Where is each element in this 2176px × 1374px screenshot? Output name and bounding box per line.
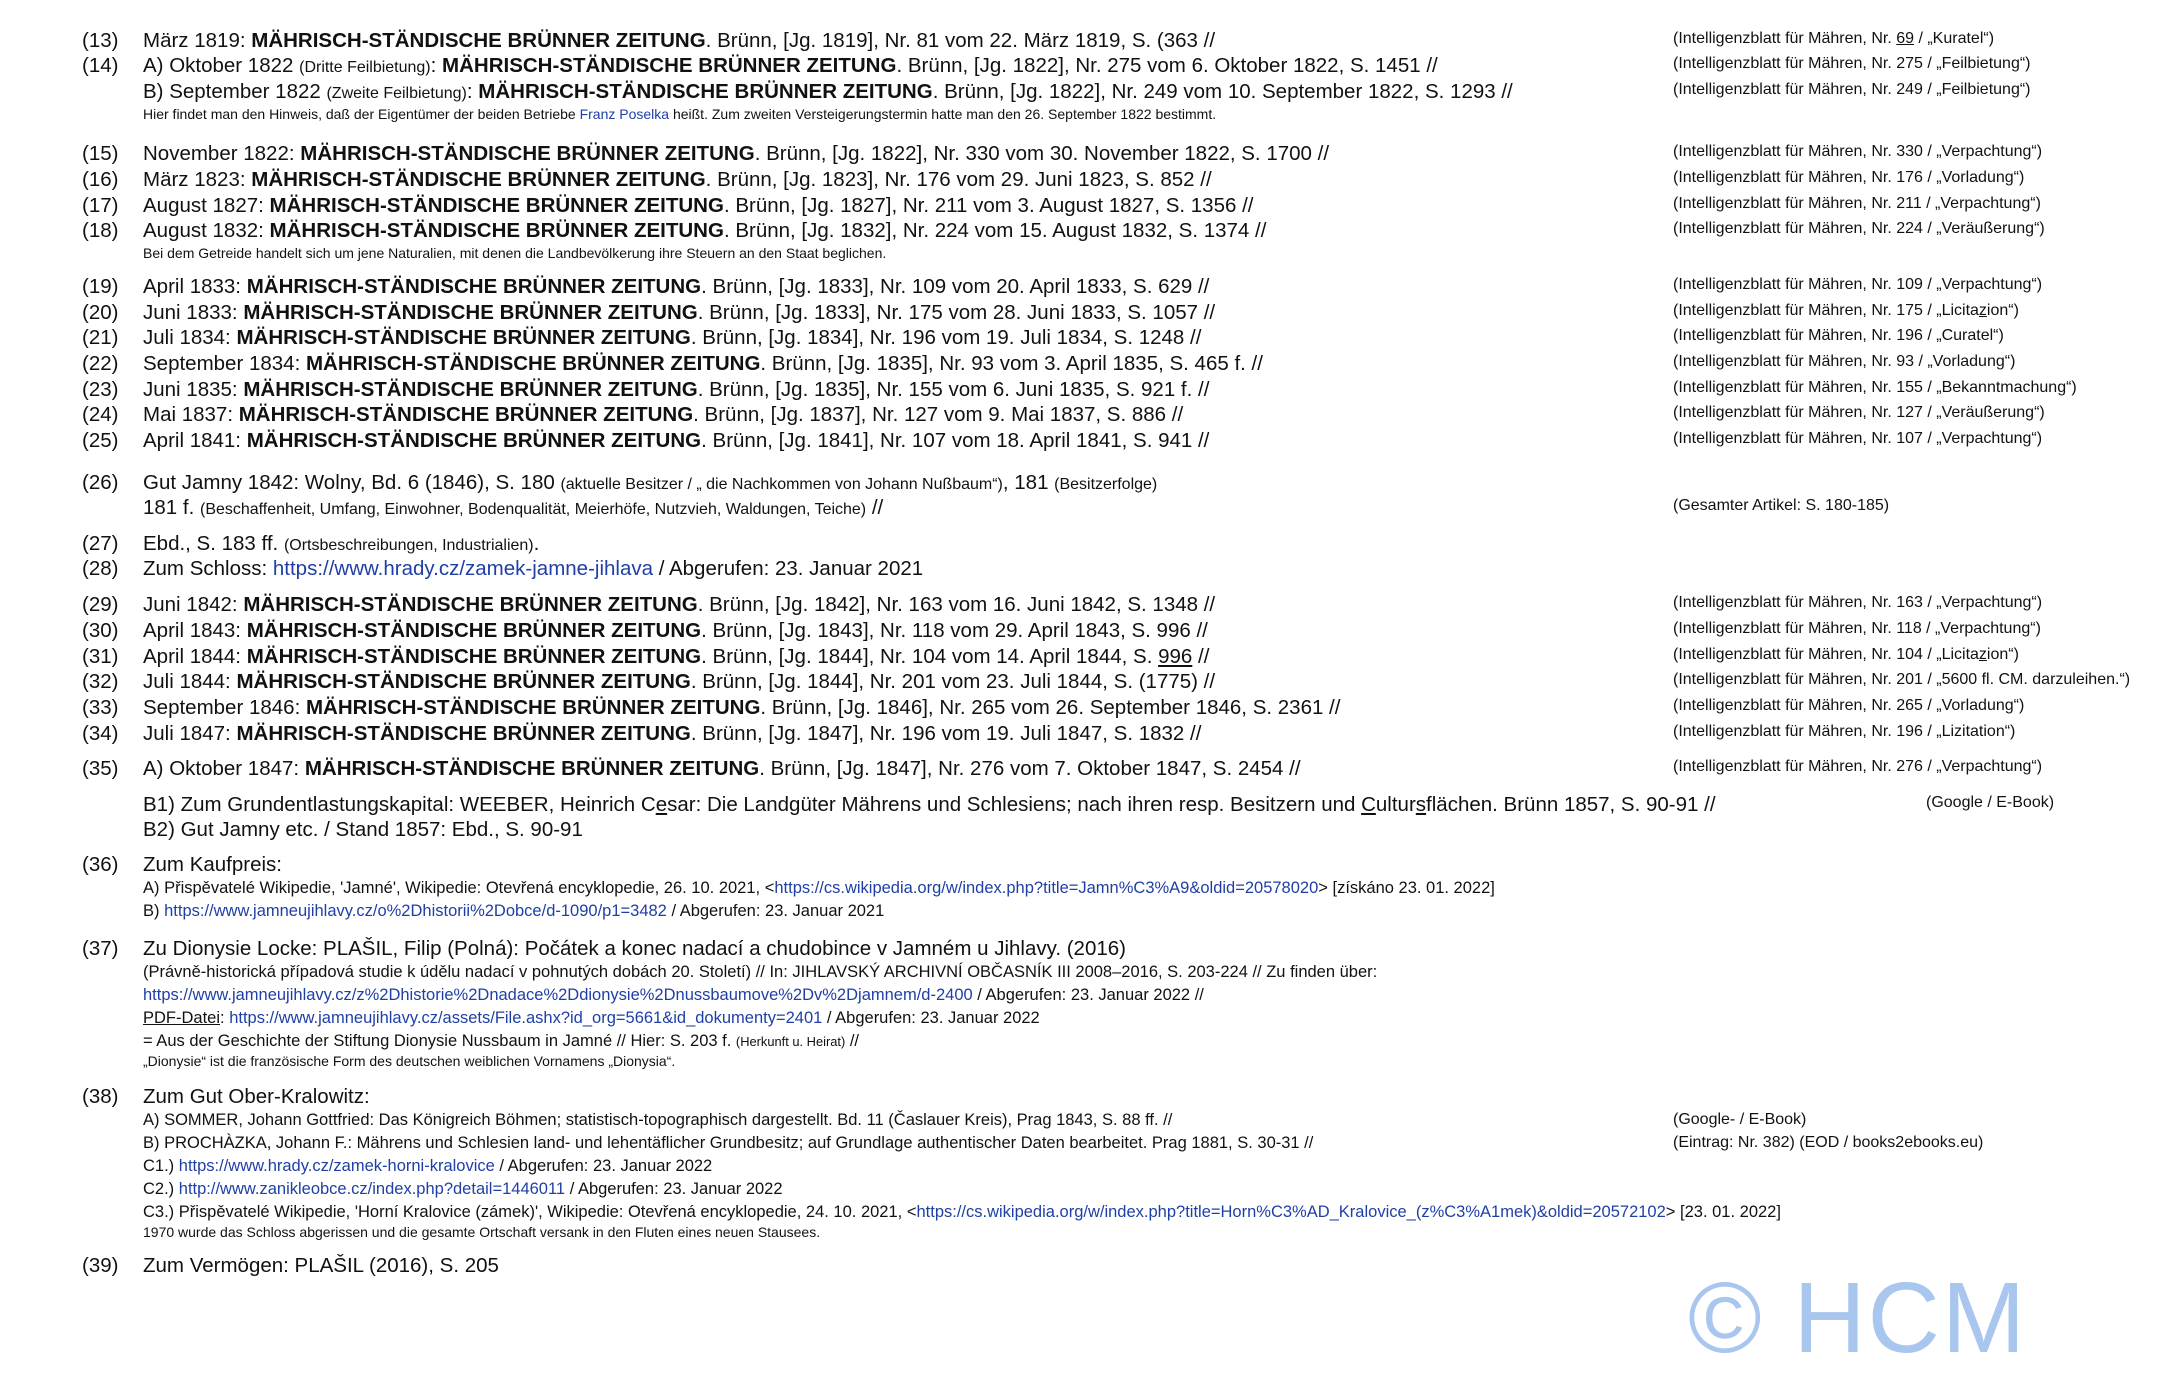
text-segment: ion“) <box>1986 302 2019 319</box>
note-text: (Besitzerfolge) <box>1054 476 1158 493</box>
newspaper-title: MÄHRISCH-STÄNDISCHE BRÜNNER ZEITUNG <box>269 194 724 217</box>
source-note <box>1673 170 2024 186</box>
footnote-number: (27) <box>82 532 119 555</box>
text-segment: sar: Die Landgüter Mährens und Schlesiens; nach ihren resp. Besitzern und <box>667 793 1362 816</box>
footnote-number: (17) <box>82 194 119 217</box>
text-segment: B1) Zum Grundentlastungskapital: WEEBER, Heinrich C <box>143 793 656 816</box>
footnote-text <box>143 431 1209 452</box>
note-text: (Zweite Feilbietung) <box>326 85 467 102</box>
source-note <box>1673 380 2077 396</box>
footnote-text <box>143 303 1215 324</box>
source-note <box>1673 498 1889 514</box>
text-segment: (Intelligenzblatt für Mähren, Nr. 249 / „Feilbietung“) <box>1673 81 2031 98</box>
text-segment: (Intelligenzblatt für Mähren, Nr. 224 / „Veräußerung“) <box>1673 220 2045 237</box>
text-segment: Ebd., S. 183 ff. <box>143 532 284 555</box>
newspaper-title: MÄHRISCH-STÄNDISCHE BRÜNNER ZEITUNG <box>300 142 755 165</box>
text-segment: . Brünn, [Jg. 1847], Nr. 276 vom 7. Oktober 1847, S. 2454 // <box>759 757 1301 780</box>
text-segment: Juni 1842: <box>143 593 244 616</box>
footnote-text <box>143 144 1329 165</box>
text-segment: heißt. Zum zweiten Versteigerungstermin hatte man den 26. September 1822 bestimmt. <box>669 106 1217 122</box>
text-segment: (Intelligenzblatt für Mähren, Nr. 109 / „Verpachtung“) <box>1673 276 2043 293</box>
footnote-text <box>143 196 1253 217</box>
text-segment: 181 f. <box>143 496 200 519</box>
text-segment: April 1843: <box>143 619 247 642</box>
footnote-text <box>143 56 1438 77</box>
text-segment: 1970 wurde das Schloss abgerissen und die gesamte Ortschaft versank in den Fluten eines neuen Stausees. <box>143 1224 821 1240</box>
footnote-text <box>143 1112 1172 1129</box>
text-segment: Juli 1847: <box>143 722 237 745</box>
footnote-text <box>143 559 923 580</box>
text-segment: April 1833: <box>143 275 247 298</box>
text-segment: . Brünn, [Jg. 1846], Nr. 265 vom 26. September 1846, S. 2361 // <box>760 696 1341 719</box>
text-segment: (Intelligenzblatt für Mähren, Nr. 127 / „Veräußerung“) <box>1673 404 2045 421</box>
footnote-text <box>143 1054 675 1068</box>
newspaper-title: MÄHRISCH-STÄNDISCHE BRÜNNER ZEITUNG <box>236 722 691 745</box>
text-segment: . Brünn, [Jg. 1835], Nr. 93 vom 3. April 1835, S. 465 f. // <box>760 352 1263 375</box>
text-segment: Juni 1835: <box>143 378 244 401</box>
newspaper-title: MÄHRISCH-STÄNDISCHE BRÜNNER ZEITUNG <box>305 696 761 719</box>
footnote-number: (36) <box>82 853 119 876</box>
text-segment: Zum Vermögen: PLAŠIL (2016), S. 205 <box>143 1254 499 1277</box>
text-segment: November 1822: <box>143 142 301 165</box>
footnote-number: (16) <box>82 168 119 191</box>
reference-link[interactable]: https://www.jamneujihlavy.cz/z%2Dhistorie%2Dnadace%2Ddionysie%2Dnussbaumove%2Dv%2Djamnem/d-2400 <box>143 986 973 1004</box>
footnote-text <box>143 1204 1781 1221</box>
text-segment: (Intelligenzblatt für Mähren, Nr. 104 / „Licita <box>1673 646 1979 663</box>
footnote-text <box>143 405 1183 426</box>
source-note <box>1673 698 2024 714</box>
footnote-text <box>143 380 1209 401</box>
source-note <box>1673 303 2019 319</box>
text-segment: (Intelligenzblatt für Mähren, Nr. 265 / „Vorladung“) <box>1673 697 2025 714</box>
text-segment: / Abgerufen: 23. Januar 2021 <box>653 557 924 580</box>
footnote-text <box>143 1135 1313 1152</box>
text-segment: (Intelligenzblatt für Mähren, Nr. 155 / „Bekanntmachung“) <box>1673 379 2077 396</box>
newspaper-title: MÄHRISCH-STÄNDISCHE BRÜNNER ZEITUNG <box>236 670 691 693</box>
footnote-number: (19) <box>82 275 119 298</box>
text-segment: A) Oktober 1822 <box>143 54 300 77</box>
footnote-text <box>143 1010 1040 1027</box>
reference-link[interactable]: http://www.zanikleobce.cz/index.php?detail=1446011 <box>178 1180 566 1198</box>
footnote-number: (18) <box>82 219 119 242</box>
source-note <box>1673 647 2019 663</box>
footnote-text <box>143 1158 712 1175</box>
footnote-number: (20) <box>82 301 119 324</box>
reference-link[interactable]: https://www.hrady.cz/zamek-jamne-jihlava <box>272 557 654 580</box>
footnote-text <box>143 354 1263 375</box>
text-segment: . Brünn, [Jg. 1842], Nr. 163 vom 16. Juni 1842, S. 1348 // <box>697 593 1216 616</box>
text-segment: April 1841: <box>143 429 247 452</box>
text-segment: . Brünn, [Jg. 1823], Nr. 176 vom 29. Juni 1823, S. 852 // <box>705 168 1212 191</box>
newspaper-title: MÄHRISCH-STÄNDISCHE BRÜNNER ZEITUNG <box>478 80 933 103</box>
footnote-text <box>143 1225 820 1239</box>
text-segment: (Intelligenzblatt für Mähren, Nr. 107 / „Verpachtung“) <box>1673 430 2043 447</box>
text-segment: flächen. Brünn 1857, S. 90-91 // <box>1426 793 1716 816</box>
text-segment: . Brünn, [Jg. 1822], Nr. 330 vom 30. November 1822, S. 1700 // <box>754 142 1330 165</box>
text-segment: . Brünn, [Jg. 1847], Nr. 196 vom 19. Juli 1847, S. 1832 // <box>690 722 1202 745</box>
text-segment: // <box>866 496 884 519</box>
text-segment: September 1834: <box>143 352 306 375</box>
footnote-number: (39) <box>82 1254 119 1277</box>
text-segment: . Brünn, [Jg. 1841], Nr. 107 vom 18. April 1841, S. 941 // <box>701 429 1210 452</box>
newspaper-title: MÄHRISCH-STÄNDISCHE BRÜNNER ZEITUNG <box>269 219 724 242</box>
footnote-text <box>143 880 1495 897</box>
text-segment: (Intelligenzblatt für Mähren, Nr. 211 / „Verpachtung“) <box>1673 195 2041 212</box>
footnote-text <box>143 107 1216 121</box>
text-segment: . Brünn, [Jg. 1827], Nr. 211 vom 3. August 1827, S. 1356 // <box>723 194 1254 217</box>
text-segment: „Dionysie“ ist die französische Form des deutschen weiblichen Vornamens „Dionysia“. <box>143 1053 676 1069</box>
text-segment: . Brünn, [Jg. 1822], Nr. 249 vom 10. September 1822, S. 1293 // <box>932 80 1513 103</box>
text-segment: . Brünn, [Jg. 1822], Nr. 275 vom 6. Oktober 1822, S. 1451 // <box>896 54 1438 77</box>
footnote-number: (31) <box>82 645 119 668</box>
text-segment: B) PROCHÀZKA, Johann F.: Mährens und Schlesien land- und lehentäflicher Grundbesitz; auf Grundlage authentischer Daten bearbeitet. Prag 1881, S. 30-31 // <box>143 1134 1314 1152</box>
footnote-number: (28) <box>82 557 119 580</box>
underlined-text: PDF-Datei <box>143 1009 221 1027</box>
newspaper-title: MÄHRISCH-STÄNDISCHE BRÜNNER ZEITUNG <box>243 301 698 324</box>
text-segment: April 1844: <box>143 645 247 668</box>
text-segment: // <box>845 1032 860 1050</box>
footnote-text <box>143 621 1208 642</box>
newspaper-title: MÄHRISCH-STÄNDISCHE BRÜNNER ZEITUNG <box>251 29 706 52</box>
footnote-number: (13) <box>82 29 119 52</box>
text-segment: / Abgerufen: 23. Januar 2022 <box>565 1180 783 1198</box>
text-segment: // <box>1192 645 1210 668</box>
source-note <box>1673 56 2031 72</box>
footnote-number: (32) <box>82 670 119 693</box>
footnote-text <box>143 987 1204 1004</box>
footnote-text <box>143 170 1212 191</box>
text-segment: März 1819: <box>143 29 252 52</box>
footnote-number: (22) <box>82 352 119 375</box>
text-segment: . <box>533 532 540 555</box>
text-segment: Zum Kaufpreis: <box>143 853 282 876</box>
footnote-text <box>143 647 1209 668</box>
footnote-text <box>143 698 1340 719</box>
footnote-text <box>143 1256 499 1277</box>
text-segment: . Brünn, [Jg. 1834], Nr. 196 vom 19. Juli 1834, S. 1248 // <box>690 326 1202 349</box>
text-segment: Zum Gut Ober-Kralowitz: <box>143 1085 370 1108</box>
text-segment: (Intelligenzblatt für Mähren, Nr. 275 / „Feilbietung“) <box>1673 55 2031 72</box>
text-segment: März 1823: <box>143 168 252 191</box>
footnote-number: (24) <box>82 403 119 426</box>
text-segment: Hier findet man den Hinweis, daß der Eigentümer der beiden Betriebe <box>143 106 580 122</box>
footnote-text <box>143 724 1201 745</box>
newspaper-title: MÄHRISCH-STÄNDISCHE BRÜNNER ZEITUNG <box>238 403 694 426</box>
text-segment: (Intelligenzblatt für Mähren, Nr. 276 / „Verpachtung“) <box>1673 758 2043 775</box>
newspaper-title: MÄHRISCH-STÄNDISCHE BRÜNNER ZEITUNG <box>305 352 761 375</box>
footnote-text <box>143 1181 783 1198</box>
text-segment: A) Oktober 1847: <box>143 757 305 780</box>
text-segment: . Brünn, [Jg. 1843], Nr. 118 vom 29. April 1843, S. 996 // <box>701 619 1208 642</box>
text-segment: : <box>466 80 479 103</box>
footnote-number: (37) <box>82 937 119 960</box>
text-segment: ultur <box>1375 793 1416 816</box>
newspaper-title: MÄHRISCH-STÄNDISCHE BRÜNNER ZEITUNG <box>246 619 702 642</box>
source-note <box>1673 1112 1806 1128</box>
text-segment: (Intelligenzblatt für Mähren, Nr. 196 / „Curatel“) <box>1673 327 2004 344</box>
note-text: (aktuelle Besitzer / „ die Nachkommen von Johann Nußbaum“) <box>560 476 1003 493</box>
source-note <box>1673 196 2041 212</box>
newspaper-title: MÄHRISCH-STÄNDISCHE BRÜNNER ZEITUNG <box>243 378 698 401</box>
text-segment: C1.) <box>143 1157 179 1175</box>
underlined-text: s <box>1415 793 1427 816</box>
text-segment: Mai 1837: <box>143 403 239 426</box>
underlined-text: 996 <box>1158 645 1193 668</box>
footnote-text <box>143 473 1157 494</box>
footnote-text <box>143 795 1716 816</box>
footnote-text <box>143 328 1201 349</box>
source-note <box>1926 795 2054 811</box>
note-text: (Beschaffenheit, Umfang, Einwohner, Bodenqualität, Meierhöfe, Nutzvieh, Waldungen, Teiche) <box>200 501 867 518</box>
source-note <box>1673 221 2045 237</box>
newspaper-title: MÄHRISCH-STÄNDISCHE BRÜNNER ZEITUNG <box>246 275 702 298</box>
footnote-text <box>143 1087 370 1108</box>
footnote-text <box>143 759 1301 780</box>
footnote-number: (33) <box>82 696 119 719</box>
footnote-number: (26) <box>82 471 119 494</box>
text-segment: A) Přispěvatelé Wikipedie, 'Jamné', Wikipedie: Otevřená encyklopedie, 26. 10. 2021, < <box>143 879 775 897</box>
text-segment: Zu Dionysie Locke: PLAŠIL, Filip (Polná): Počátek a konec nadací a chudobince v Jamném u Jihlavy. (2016) <box>143 937 1126 960</box>
text-segment: > [23. 01. 2022] <box>1665 1203 1781 1221</box>
reference-link[interactable]: https://www.hrady.cz/zamek-horni-kralovice <box>178 1157 495 1175</box>
text-segment: Bei dem Getreide handelt sich um jene Naturalien, mit denen die Landbevölkerung ihre Steuern an den Staat beglichen. <box>143 245 887 261</box>
text-segment: Gut Jamny 1842: Wolny, Bd. 6 (1846), S. 180 <box>143 471 561 494</box>
text-segment: (Intelligenzblatt für Mähren, Nr. 330 / „Verpachtung“) <box>1673 143 2043 160</box>
note-text: (Herkunft u. Heirat) <box>735 1034 846 1049</box>
text-segment: . Brünn, [Jg. 1832], Nr. 224 vom 15. August 1832, S. 1374 // <box>723 219 1267 242</box>
source-note <box>1673 724 2015 740</box>
footnote-text <box>143 672 1215 693</box>
reference-link[interactable]: https://cs.wikipedia.org/w/index.php?title=Horn%C3%AD_Kralovice_(z%C3%A1mek)&oldid=20572102 <box>916 1203 1666 1221</box>
text-segment: C2.) <box>143 1180 179 1198</box>
text-segment: B2) Gut Jamny etc. / Stand 1857: Ebd., S. 90-91 <box>143 818 583 841</box>
text-segment: (Intelligenzblatt für Mähren, Nr. 196 / „Lizitation“) <box>1673 723 2016 740</box>
underlined-text: e <box>655 793 668 816</box>
footnote-text <box>143 221 1266 242</box>
text-segment: (Intelligenzblatt für Mähren, Nr. <box>1673 30 1897 47</box>
footnote-number: (35) <box>82 757 119 780</box>
text-segment: August 1827: <box>143 194 270 217</box>
text-segment: (Právně-historická případová studie k údělu nadací v pohnutých dobách 20. Století) // In: JIHLAVSKÝ ARCHIVNÍ OBČASNÍK III 2008–2016, S. 203-224 // Zu finden über: <box>143 963 1378 981</box>
text-segment: (Intelligenzblatt für Mähren, Nr. 118 / „Verpachtung“) <box>1673 620 2041 637</box>
text-segment: . Brünn, [Jg. 1833], Nr. 109 vom 20. April 1833, S. 629 // <box>701 275 1210 298</box>
text-segment: . Brünn, [Jg. 1844], Nr. 104 vom 14. April 1844, S. <box>701 645 1159 668</box>
footnote-text <box>143 1033 859 1050</box>
footnote-text <box>143 964 1377 981</box>
text-segment: (Intelligenzblatt für Mähren, Nr. 93 / „Vorladung“) <box>1673 353 2016 370</box>
source-note <box>1673 82 2031 98</box>
text-segment: (Intelligenzblatt für Mähren, Nr. 201 / „5600 fl. CM. darzuleihen.“) <box>1673 671 2131 688</box>
text-segment: (Eintrag: Nr. 382) (EOD / books2ebooks.eu) <box>1673 1134 1984 1151</box>
text-segment: / Abgerufen: 23. Januar 2021 <box>666 902 885 920</box>
note-text: (Ortsbeschreibungen, Industrialien) <box>283 537 534 554</box>
source-note <box>1673 621 2041 637</box>
newspaper-title: MÄHRISCH-STÄNDISCHE BRÜNNER ZEITUNG <box>246 429 702 452</box>
footnote-text <box>143 595 1215 616</box>
text-segment: : <box>430 54 443 77</box>
text-segment: . Brünn, [Jg. 1835], Nr. 155 vom 6. Juni 1835, S. 921 f. // <box>697 378 1210 401</box>
underlined-text: C <box>1361 793 1376 816</box>
text-segment: , 181 <box>1002 471 1055 494</box>
footnote-text <box>143 246 886 260</box>
source-note <box>1673 1135 1983 1151</box>
source-note <box>1673 354 2015 370</box>
text-segment: . Brünn, [Jg. 1833], Nr. 175 vom 28. Juni 1833, S. 1057 // <box>697 301 1216 324</box>
source-note <box>1673 328 2004 344</box>
text-segment: (Google / E-Book) <box>1926 794 2055 811</box>
text-segment: Juli 1844: <box>143 670 237 693</box>
text-segment: (Gesamter Artikel: S. 180-185) <box>1673 497 1890 514</box>
newspaper-title: MÄHRISCH-STÄNDISCHE BRÜNNER ZEITUNG <box>243 593 698 616</box>
footnote-number: (21) <box>82 326 119 349</box>
footnote-text <box>143 31 1215 52</box>
text-segment: B) September 1822 <box>143 80 327 103</box>
reference-link[interactable]: https://www.jamneujihlavy.cz/o%2Dhistorii%2Dobce/d-1090/p1=3482 <box>164 902 667 920</box>
footnote-text <box>143 903 884 920</box>
text-segment: ion“) <box>1986 646 2019 663</box>
reference-link[interactable]: https://www.jamneujihlavy.cz/assets/File.ashx?id_org=5661&id_dokumenty=2401 <box>229 1009 823 1027</box>
footnote-number: (30) <box>82 619 119 642</box>
text-segment: (Intelligenzblatt für Mähren, Nr. 176 / „Vorladung“) <box>1673 169 2025 186</box>
footnote-number: (14) <box>82 54 119 77</box>
source-note <box>1673 431 2042 447</box>
reference-link[interactable]: Franz Poselka <box>579 106 670 122</box>
footnote-number: (38) <box>82 1085 119 1108</box>
source-note <box>1673 31 1994 47</box>
copyright-watermark: © HCM <box>1688 1262 2028 1374</box>
footnote-number: (15) <box>82 142 119 165</box>
footnote-text <box>143 855 282 876</box>
text-segment: Zum Schloss: <box>143 557 273 580</box>
text-segment: C3.) Přispěvatelé Wikipedie, 'Horní Kralovice (zámek)', Wikipedie: Otevřená encyklopedie, 24. 10. 2021, < <box>143 1203 917 1221</box>
source-note <box>1673 405 2045 421</box>
newspaper-title: MÄHRISCH-STÄNDISCHE BRÜNNER ZEITUNG <box>442 54 897 77</box>
underlined-text: z <box>1978 302 1987 319</box>
text-segment: : <box>220 1009 230 1027</box>
text-segment: / Abgerufen: 23. Januar 2022 // <box>972 986 1204 1004</box>
footnote-text <box>143 498 883 519</box>
text-segment: (Intelligenzblatt für Mähren, Nr. 163 / „Verpachtung“) <box>1673 594 2043 611</box>
text-segment: . Brünn, [Jg. 1844], Nr. 201 vom 23. Juli 1844, S. (1775) // <box>690 670 1216 693</box>
reference-link[interactable]: https://cs.wikipedia.org/w/index.php?title=Jamn%C3%A9&oldid=20578020 <box>774 879 1319 897</box>
text-segment: August 1832: <box>143 219 270 242</box>
text-segment: / Abgerufen: 23. Januar 2022 <box>822 1009 1040 1027</box>
source-note <box>1673 277 2042 293</box>
footnote-number: (34) <box>82 722 119 745</box>
text-segment: > [získáno 23. 01. 2022] <box>1318 879 1495 897</box>
text-segment: / Abgerufen: 23. Januar 2022 <box>494 1157 713 1175</box>
newspaper-title: MÄHRISCH-STÄNDISCHE BRÜNNER ZEITUNG <box>236 326 691 349</box>
text-segment: . Brünn, [Jg. 1819], Nr. 81 vom 22. März 1819, S. (363 // <box>705 29 1216 52</box>
text-segment: (Google- / E-Book) <box>1673 1111 1807 1128</box>
footnote-number: (23) <box>82 378 119 401</box>
text-segment: A) SOMMER, Johann Gottfried: Das Königreich Böhmen; statistisch-topographisch dargestellt. Bd. 11 (Časlauer Kreis), Prag 1843, S. 88 ff. // <box>143 1111 1173 1129</box>
source-note <box>1673 672 2130 688</box>
footnote-text <box>143 534 539 555</box>
underlined-text: 69 <box>1896 30 1915 47</box>
newspaper-title: MÄHRISCH-STÄNDISCHE BRÜNNER ZEITUNG <box>251 168 706 191</box>
text-segment: / „Kuratel“) <box>1914 30 1995 47</box>
footnote-text <box>143 277 1209 298</box>
underlined-text: z <box>1978 646 1987 663</box>
footnote-text <box>143 82 1513 103</box>
footnote-number: (29) <box>82 593 119 616</box>
footnote-text <box>143 820 583 841</box>
newspaper-title: MÄHRISCH-STÄNDISCHE BRÜNNER ZEITUNG <box>246 645 702 668</box>
text-segment: Juli 1834: <box>143 326 237 349</box>
source-note <box>1673 759 2042 775</box>
footnote-number: (25) <box>82 429 119 452</box>
text-segment: . Brünn, [Jg. 1837], Nr. 127 vom 9. Mai 1837, S. 886 // <box>693 403 1184 426</box>
source-note <box>1673 144 2042 160</box>
text-segment: = Aus der Geschichte der Stiftung Dionysie Nussbaum in Jamné // Hier: S. 203 f. <box>143 1032 736 1050</box>
source-note <box>1673 595 2042 611</box>
text-segment: September 1846: <box>143 696 306 719</box>
footnote-text <box>143 939 1126 960</box>
note-text: (Dritte Feilbietung) <box>299 59 431 76</box>
text-segment: Juni 1833: <box>143 301 244 324</box>
text-segment: (Intelligenzblatt für Mähren, Nr. 175 / „Licita <box>1673 302 1979 319</box>
newspaper-title: MÄHRISCH-STÄNDISCHE BRÜNNER ZEITUNG <box>304 757 760 780</box>
text-segment: B) <box>143 902 165 920</box>
